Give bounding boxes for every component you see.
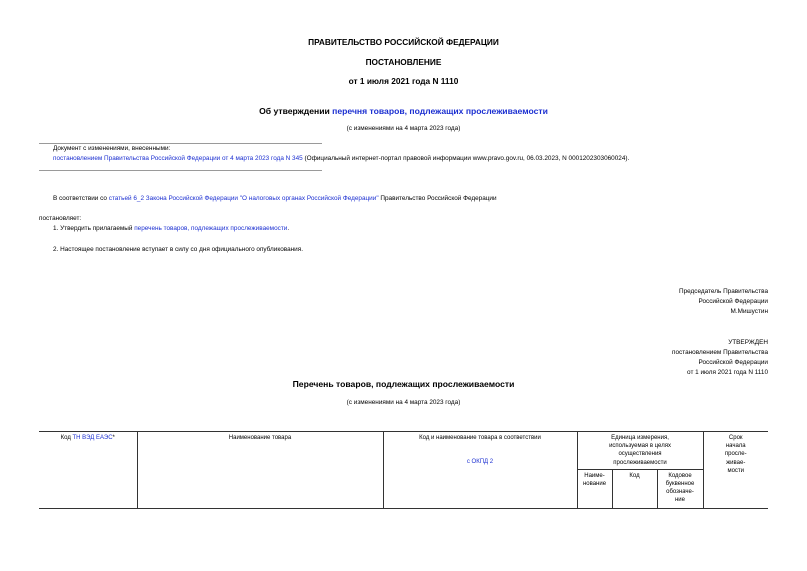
divider-top	[39, 143, 322, 144]
document-title	[0, 106, 807, 116]
list-amendment-note: (с изменениями на 4 марта 2023 года)	[346, 399, 461, 406]
header-unit-name: Наиме-нование	[577, 469, 612, 508]
approved-line-4: от 1 июля 2021 года N 1110	[687, 369, 768, 376]
document-type: ПОСТАНОВЛЕНИЕ	[365, 57, 442, 67]
approved-line-1: УТВЕРЖДЕН	[728, 339, 768, 346]
title-link[interactable]: перечня товаров, подлежащих прослеживаемости	[332, 106, 548, 116]
header-okpd	[383, 432, 577, 509]
header-product-name: Наименование товара	[137, 432, 383, 509]
item-1	[53, 225, 289, 232]
amendment-note: (с изменениями на 4 марта 2023 года)	[346, 125, 461, 132]
document-date: от 1 июля 2021 года N 1110	[348, 76, 459, 86]
decrees-word: постановляет:	[39, 215, 82, 222]
tnved-suffix: *	[112, 435, 115, 441]
goods-table	[39, 431, 768, 509]
header-tnved	[39, 432, 137, 509]
changes-label: Документ с изменениями, внесенными:	[53, 145, 171, 152]
header-unit-code: Код	[612, 469, 657, 508]
tnved-link[interactable]: ТН ВЭД ЕАЭС	[72, 435, 113, 441]
title-prefix: Об утверждении	[259, 106, 333, 116]
government-heading: ПРАВИТЕЛЬСТВО РОССИЙСКОЙ ФЕДЕРАЦИИ	[308, 37, 499, 47]
intro-prefix: В соответствии со	[53, 195, 109, 202]
item-2: 2. Настоящее постановление вступает в силу со дня официального опубликования.	[53, 246, 303, 253]
approved-line-2: постановлением Правительства	[672, 349, 768, 356]
signature-line-1: Председатель Правительства	[679, 288, 768, 295]
intro-paragraph	[53, 195, 497, 202]
list-title: Перечень товаров, подлежащих прослеживаемости	[292, 379, 515, 389]
law-article-link[interactable]: статьей 6_2 Закона Российской Федерации "О налоговых органах Российской Федерации"	[108, 195, 379, 202]
list-link[interactable]: перечень товаров, подлежащих прослеживаемости	[134, 225, 288, 232]
intro-suffix: Правительство Российской Федерации	[378, 195, 497, 202]
okpd-link[interactable]: с ОКПД 2	[466, 459, 494, 466]
changes-suffix: (Официальный интернет-портал правовой информации www.pravo.gov.ru, 06.03.2023, N 0001202303060024).	[302, 155, 630, 162]
item1-prefix: 1. Утвердить прилагаемый	[53, 225, 135, 232]
signature-name: М.Мишустин	[730, 308, 768, 315]
header-start-date: Срок начала просле-живае-мости	[703, 432, 768, 509]
amending-decree-link[interactable]: постановлением Правительства Российской Федерации от 4 марта 2023 года N 345	[53, 155, 303, 162]
changes-text	[53, 155, 629, 162]
tnved-prefix: Код	[60, 435, 73, 441]
divider-bottom	[39, 170, 322, 171]
header-unit-group: Единица измерения, используемая в целях осуществления прослеживаемости	[577, 432, 703, 470]
okpd-line-1: Код и наименование товара в соответствии	[419, 435, 541, 441]
header-unit-letter-code: Кодовое буквенное обозначе-ние	[657, 469, 703, 508]
signature-line-2: Российской Федерации	[698, 298, 768, 305]
approved-line-3: Российской Федерации	[698, 359, 768, 366]
item1-suffix: .	[287, 225, 290, 232]
